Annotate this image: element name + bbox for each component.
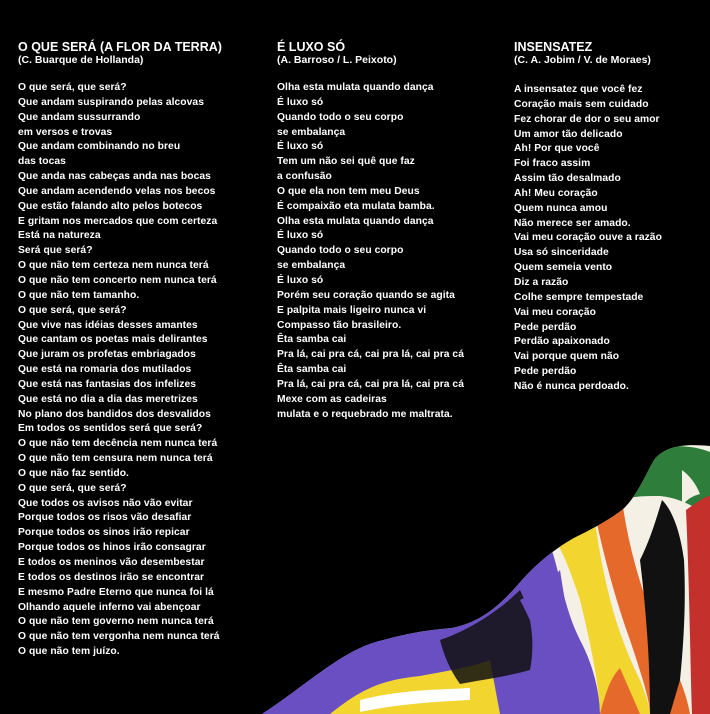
lyric-line: Vai meu coração <box>514 306 597 318</box>
paint-stripes <box>250 430 710 714</box>
lyric-line: Em todos os sentidos será que será? <box>18 423 203 435</box>
lyric-line: Que cantam os poetas mais delirantes <box>18 334 208 346</box>
lyric-line: Quando todo o seu corpo <box>277 245 404 257</box>
lyric-line: E palpita mais ligeiro nunca vi <box>277 304 427 316</box>
lyric-line: Que anda nas cabeças anda nas bocas <box>18 171 211 183</box>
lyric-line: Que estão falando alto pelos botecos <box>18 200 203 212</box>
lyric-line: Mexe com as cadeiras <box>277 393 387 405</box>
lyric-line: Porque todos os sinos irão repicar <box>18 527 190 539</box>
song-title: O QUE SERÁ (A FLOR DA TERRA) <box>18 40 222 54</box>
lyric-line: se embalança <box>277 126 346 138</box>
lyric-line: Não é nunca perdoado. <box>514 380 629 392</box>
lyric-line: Vai porque quem não <box>514 351 620 363</box>
lyric-line: Quando todo o seu corpo <box>277 111 404 123</box>
lyrics-list <box>514 83 710 395</box>
lyric-line: Foi fraco assim <box>514 158 591 170</box>
lyric-line: Porém seu coração quando se agita <box>277 289 455 301</box>
lyric-line: O que não tem censura nem nunca terá <box>18 453 213 465</box>
lyric-line: O que não tem decência nem nunca terá <box>18 438 218 450</box>
lyric-line: O que será, que será? <box>18 82 127 93</box>
lyric-line: Um amor tão delicado <box>514 128 623 140</box>
lyric-line: Tem um não sei quê que faz <box>277 156 415 168</box>
lyric-line: Que está nas fantasias dos infelizes <box>18 378 197 390</box>
lyric-line: Será que será? <box>18 245 93 257</box>
lyric-line: Está na natureza <box>18 230 101 242</box>
lyric-line: Não merece ser amado. <box>514 217 631 229</box>
lyric-line: No plano dos bandidos dos desvalidos <box>18 408 211 420</box>
lyric-line: Quem semeia vento <box>514 262 613 274</box>
lyrics-list <box>277 81 507 422</box>
lyric-line: Porque todos os risos vão desafiar <box>18 512 192 524</box>
lyric-line: Ah! Por que você <box>514 143 600 155</box>
lyric-line: Colhe sempre tempestade <box>514 291 644 303</box>
song-column-o-que-sera <box>18 40 270 660</box>
song-credit: (C. Buarque de Hollanda) <box>18 54 144 66</box>
lyric-line: Compasso tão brasileiro. <box>277 319 402 331</box>
lyric-line: O que será, que será? <box>18 304 127 316</box>
lyric-line: O que não tem certeza nem nunca terá <box>18 260 209 272</box>
lyric-line: Pra lá, cai pra cá, cai pra lá, cai pra cá <box>277 349 464 361</box>
song-column-insensatez <box>514 40 710 395</box>
lyric-line: Pede perdão <box>514 321 577 333</box>
lyric-line: Êta samba cai <box>277 364 347 376</box>
song-column-e-luxo-so <box>277 40 507 422</box>
lyric-line: E todos os destinos irão se encontrar <box>18 571 205 583</box>
lyric-line: Olha esta mulata quando dança <box>277 82 434 93</box>
song-credit: (A. Barroso / L. Peixoto) <box>277 54 397 66</box>
lyric-line: O que não tem juízo. <box>18 646 120 658</box>
lyric-line: O que será, que será? <box>18 482 127 494</box>
lyric-line: Perdão apaixonado <box>514 336 610 348</box>
lyric-line: Que andam combinando no breu <box>18 141 181 153</box>
lyric-line: O que não tem tamanho. <box>18 289 140 301</box>
lyric-line: É luxo só <box>277 96 324 108</box>
lyric-line: A insensatez que você fez <box>514 84 643 95</box>
lyric-line: mulata e o requebrado me maltrata. <box>277 408 453 420</box>
lyric-line: Porque todos os hinos irão consagrar <box>18 542 206 554</box>
lyric-line: Êta samba cai <box>277 334 347 346</box>
lyric-line: Quem nunca amou <box>514 202 608 214</box>
lyric-line: É compaixão eta mulata bamba. <box>277 200 435 212</box>
lyrics-list <box>18 81 270 660</box>
lyric-line: Que está na romaria dos mutilados <box>18 364 192 376</box>
lyric-line: O que não tem vergonha nem nunca terá <box>18 631 220 643</box>
lyric-line: Olhando aquele inferno vai abençoar <box>18 601 201 613</box>
song-title: INSENSATEZ <box>514 40 593 54</box>
lyric-line: Ah! Meu coração <box>514 187 598 199</box>
lyric-line: Usa só sinceridade <box>514 247 609 259</box>
lyric-line: Que andam acendendo velas nos becos <box>18 185 216 197</box>
lyric-line: Pede perdão <box>514 366 577 378</box>
lyric-line: E gritam nos mercados que com certeza <box>18 215 218 227</box>
lyric-line: O que não tem governo nem nunca terá <box>18 616 214 628</box>
lyric-line: das tocas <box>18 156 66 168</box>
lyric-line: Que andam suspirando pelas alcovas <box>18 96 204 108</box>
lyric-line: O que não faz sentido. <box>18 467 129 479</box>
lyric-line: Diz a razão <box>514 276 569 288</box>
lyric-line: O que ela non tem meu Deus <box>277 185 420 197</box>
song-credit: (C. A. Jobim / V. de Moraes) <box>514 54 651 66</box>
lyric-line: Olha esta mulata quando dança <box>277 215 434 227</box>
lyric-line: É luxo só <box>277 141 324 153</box>
lyric-line: O que não tem concerto nem nunca terá <box>18 274 217 286</box>
lyric-line: em versos e trovas <box>18 126 113 138</box>
lyric-line: a confusão <box>277 171 332 183</box>
lyric-line: Assim tão desalmado <box>514 173 621 185</box>
lyric-line: se embalança <box>277 260 346 272</box>
lyric-line: É luxo só <box>277 230 324 242</box>
lyric-line: Vai meu coração ouve a razão <box>514 232 662 244</box>
lyric-line: Que andam sussurrando <box>18 111 141 123</box>
lyric-line: Pra lá, cai pra cá, cai pra lá, cai pra cá <box>277 378 464 390</box>
lyric-line: Que todos os avisos não vão evitar <box>18 497 193 509</box>
lyric-line: É luxo só <box>277 274 324 286</box>
lyric-line: Coração mais sem cuidado <box>514 98 649 110</box>
lyric-line: Que juram os profetas embriagados <box>18 349 196 361</box>
lyric-line: E mesmo Padre Eterno que nunca foi lá <box>18 586 214 598</box>
lyric-line: Fez chorar de dor o seu amor <box>514 113 660 125</box>
song-title: É LUXO SÓ <box>277 40 346 54</box>
lyric-line: E todos os meninos vão desembestar <box>18 557 205 568</box>
lyric-line: Que vive nas idéias desses amantes <box>18 319 198 331</box>
lyric-line: Que está no dia a dia das meretrizes <box>18 393 198 405</box>
